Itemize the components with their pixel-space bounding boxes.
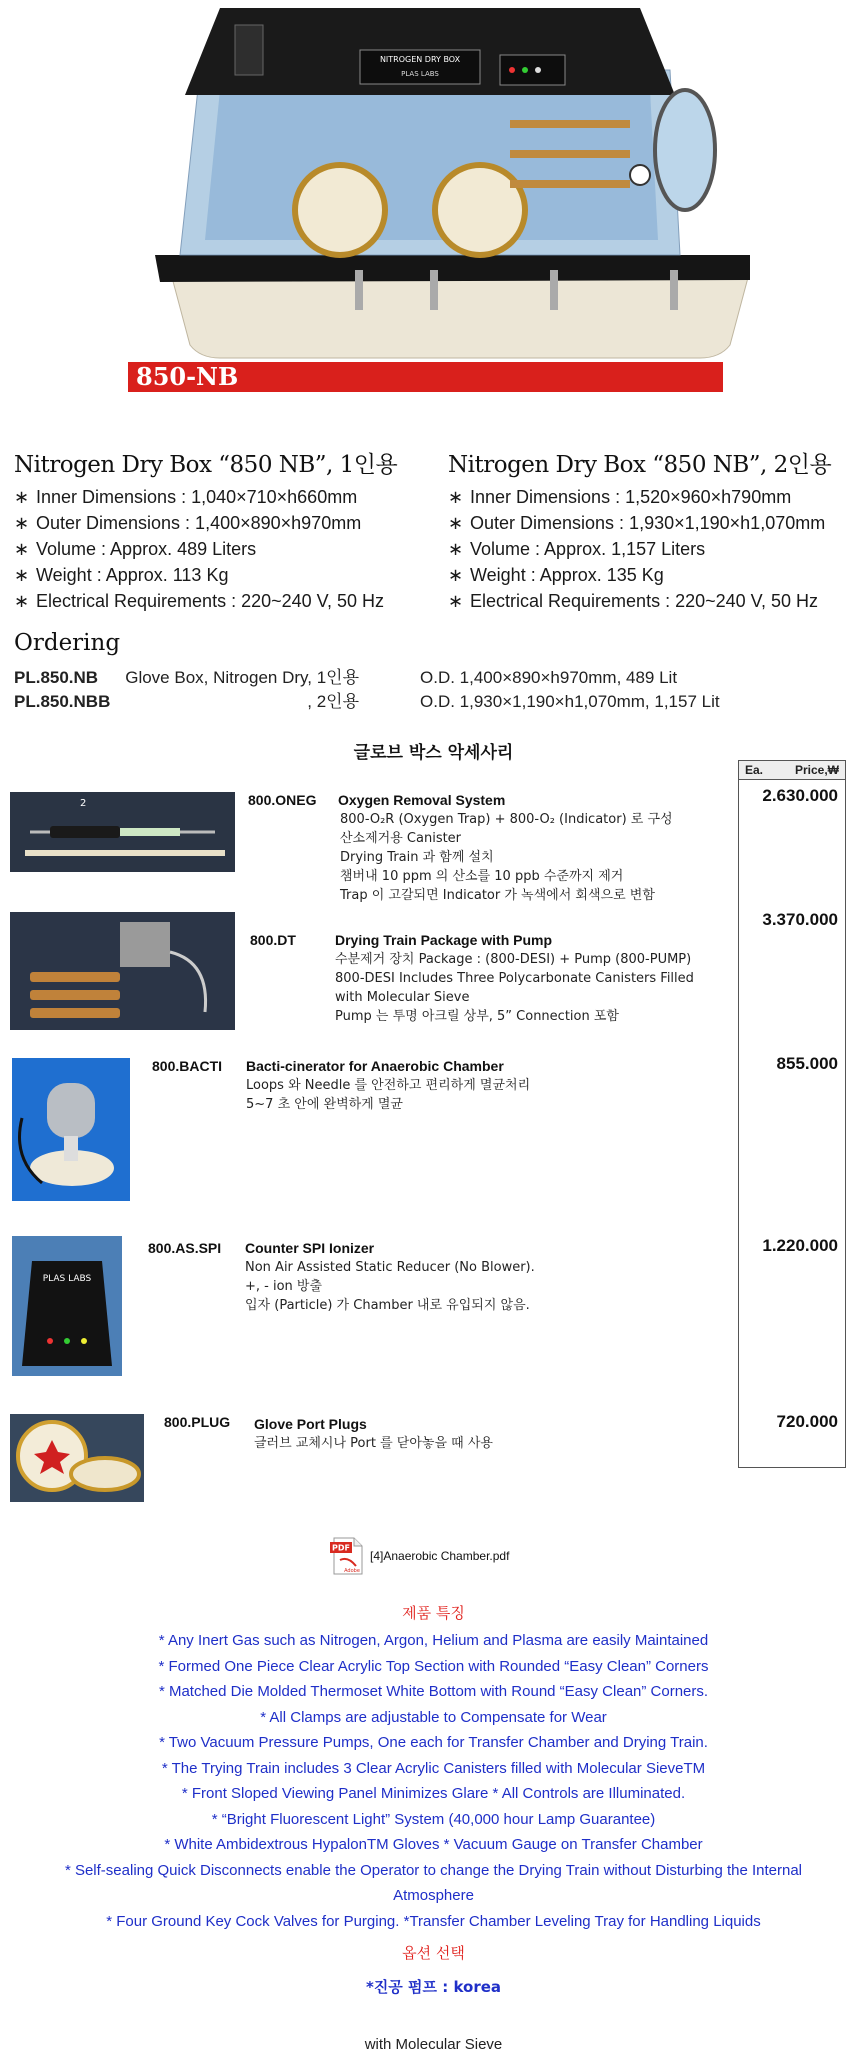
spec-column-single: [14, 446, 444, 614]
panel-brand: PLAS LABS: [401, 70, 439, 78]
pdf-file-icon: [330, 1536, 364, 1576]
feature-item: * The Trying Train includes 3 Clear Acrylic Canisters filled with Molecular SieveTM: [161, 1759, 706, 1777]
glove-port-plugs-thumb: [10, 1414, 144, 1502]
feature-item: * Four Ground Key Cock Valves for Purging. *Transfer Chamber Leveling Tray for Handling Liquids: [106, 1912, 761, 1930]
oxygen-removal-thumb: [10, 792, 235, 872]
spec-item: ∗ Outer Dimensions : 1,400×890×h970mm: [14, 513, 362, 533]
accessory-description: 글러브 교체시나 Port 를 닫아놓을 때 사용: [254, 1436, 493, 1451]
pdf-icon-brand: Adobe: [344, 1568, 360, 1574]
accessory-name: Drying Train Package with Pump: [335, 932, 553, 948]
spec-item: ∗ Inner Dimensions : 1,520×960×h790mm: [448, 487, 792, 507]
accessory-name: Glove Port Plugs: [254, 1416, 367, 1432]
panel-label: NITROGEN DRY BOX: [379, 55, 461, 64]
feature-item: * Matched Die Molded Thermoset White Bottom with Round “Easy Clean” Corners.: [158, 1683, 709, 1700]
feature-item: * Self-sealing Quick Disconnects enable the Operator to change the Drying Train without Disturbing the Internal Atmosphere: [64, 1861, 803, 1904]
accessory-description: 800-O₂R (Oxygen Trap) + 800-O₂ (Indicator) 로 구성 산소제거용 Canister Drying Train 과 함께 설치 챔버내 10 ppm 의 산소를 10 ppb 수준까지 제거 Trap 이 고갈되면 Indicator 가 녹색에서 회색으로 변함: [340, 812, 673, 903]
spec-item: ∗ Electrical Requirements : 220~240 V, 50 Hz: [14, 591, 385, 611]
order-desc: Glove Box, Nitrogen Dry, 1인용: [125, 668, 359, 687]
order-dims: O.D. 1,930×1,190×h1,070mm, 1,157 Lit: [420, 692, 720, 711]
order-code: PL.850.NB: [14, 668, 99, 687]
accessory-description: Non Air Assisted Static Reducer (No Blower). +, - ion 방출 입자 (Particle) 가 Chamber 내로 유입되지 않음.: [245, 1260, 535, 1313]
accessory-name: Oxygen Removal System: [338, 792, 506, 808]
thumb-label: PLAS LABS: [42, 1274, 92, 1284]
order-row: [14, 666, 834, 690]
spec-item: ∗ Weight : Approx. 113 Kg: [14, 565, 229, 585]
accessory-name: Counter SPI Ionizer: [245, 1240, 375, 1256]
spec-title: Nitrogen Dry Box “850 NB”, 2인용: [448, 452, 832, 478]
accessory-code: 800.AS.SPI: [148, 1240, 222, 1256]
accessories-title: 글로브 박스 악세사리: [353, 743, 514, 763]
feature-item: * Any Inert Gas such as Nitrogen, Argon, Helium and Plasma are easily Maintained: [158, 1632, 709, 1649]
spec-item: ∗ Outer Dimensions : 1,930×1,190×h1,070mm: [448, 513, 826, 533]
accessory-description: Loops 와 Needle 를 안전하고 편리하게 멸균처리 5~7 초 안에 완벽하게 멸균: [246, 1078, 531, 1112]
spec-title: Nitrogen Dry Box “850 NB”, 1인용: [14, 452, 398, 478]
model-label: 850-NB: [136, 362, 239, 391]
features-title: 제품 특징: [402, 1604, 465, 1622]
drying-train-thumb: [10, 912, 235, 1030]
order-desc: , 2인용: [307, 692, 359, 711]
pdf-attachment[interactable]: [330, 1536, 509, 1576]
pdf-icon-text: PDF: [332, 1543, 350, 1553]
spec-item: ∗ Electrical Requirements : 220~240 V, 50 Hz: [448, 591, 819, 611]
pdf-link[interactable]: [4]Anaerobic Chamber.pdf: [370, 1549, 510, 1563]
order-dims: O.D. 1,400×890×h970mm, 489 Lit: [420, 668, 678, 687]
accessory-price: 1.220.000: [762, 1236, 838, 1255]
feature-item: * “Bright Fluorescent Light” System (40,000 hour Lamp Guarantee): [211, 1810, 656, 1828]
spec-item: ∗ Volume : Approx. 1,157 Liters: [448, 539, 706, 559]
thumb-label: 2: [80, 798, 87, 809]
order-code: PL.850.NBB: [14, 692, 111, 711]
price-header: [738, 760, 846, 780]
spec-column-double: [448, 446, 858, 614]
spec-list: [14, 484, 444, 614]
spec-item: ∗ Weight : Approx. 135 Kg: [448, 565, 664, 585]
feature-item: * Two Vacuum Pressure Pumps, One each for Transfer Chamber and Drying Train.: [159, 1734, 708, 1751]
footer-note: with Molecular Sieve: [364, 2036, 503, 2053]
accessory-code: 800.ONEG: [248, 792, 317, 808]
hero-section: [0, 0, 867, 400]
price-column: [738, 780, 846, 1468]
accessory-name: Bacti-cinerator for Anaerobic Chamber: [246, 1058, 504, 1074]
accessory-price: 2.630.000: [762, 786, 838, 805]
accessory-price: 855.000: [776, 1054, 838, 1073]
vacuum-pump-option: *진공 펌프 : korea: [365, 1978, 502, 1996]
options-title: 옵션 선택: [402, 1944, 465, 1962]
accessory-price: 3.370.000: [762, 910, 838, 929]
accessory-description: 수분제거 장치 Package : (800-DESI) + Pump (800-PUMP) 800-DESI Includes Three Polycarbonate Canisters Filled with Molecular Sieve Pump 는 투명 아크릴 상부, 5” Connection 포함: [335, 952, 694, 1024]
feature-item: * White Ambidextrous HypalonTM Gloves * Vacuum Gauge on Transfer Chamber: [164, 1836, 703, 1853]
accessory-price: 720.000: [776, 1412, 838, 1431]
price-header-ea: Ea.: [745, 763, 764, 777]
accessory-code: 800.PLUG: [164, 1414, 231, 1430]
order-row: [14, 690, 834, 714]
features-section: [0, 1598, 867, 1934]
spec-item: ∗ Volume : Approx. 489 Liters: [14, 539, 257, 559]
spec-item: ∗ Inner Dimensions : 1,040×710×h660mm: [14, 487, 358, 507]
glove-box-photo: [150, 0, 750, 360]
bacti-cinerator-thumb: [12, 1058, 130, 1201]
features-list: [0, 1628, 867, 1934]
model-banner: [128, 362, 723, 392]
accessory-code: 800.BACTI: [152, 1058, 223, 1074]
ionizer-thumb: [12, 1236, 122, 1376]
spec-list: [448, 484, 858, 614]
price-header-price: Price,₩: [794, 763, 839, 777]
ordering-title: Ordering: [14, 630, 121, 656]
feature-item: * All Clamps are adjustable to Compensate for Wear: [260, 1708, 607, 1726]
ordering-section: [14, 630, 834, 714]
feature-item: * Formed One Piece Clear Acrylic Top Section with Rounded “Easy Clean” Corners: [158, 1657, 709, 1675]
accessory-code: 800.DT: [250, 932, 296, 948]
feature-item: * Front Sloped Viewing Panel Minimizes Glare * All Controls are Illuminated.: [181, 1785, 686, 1802]
